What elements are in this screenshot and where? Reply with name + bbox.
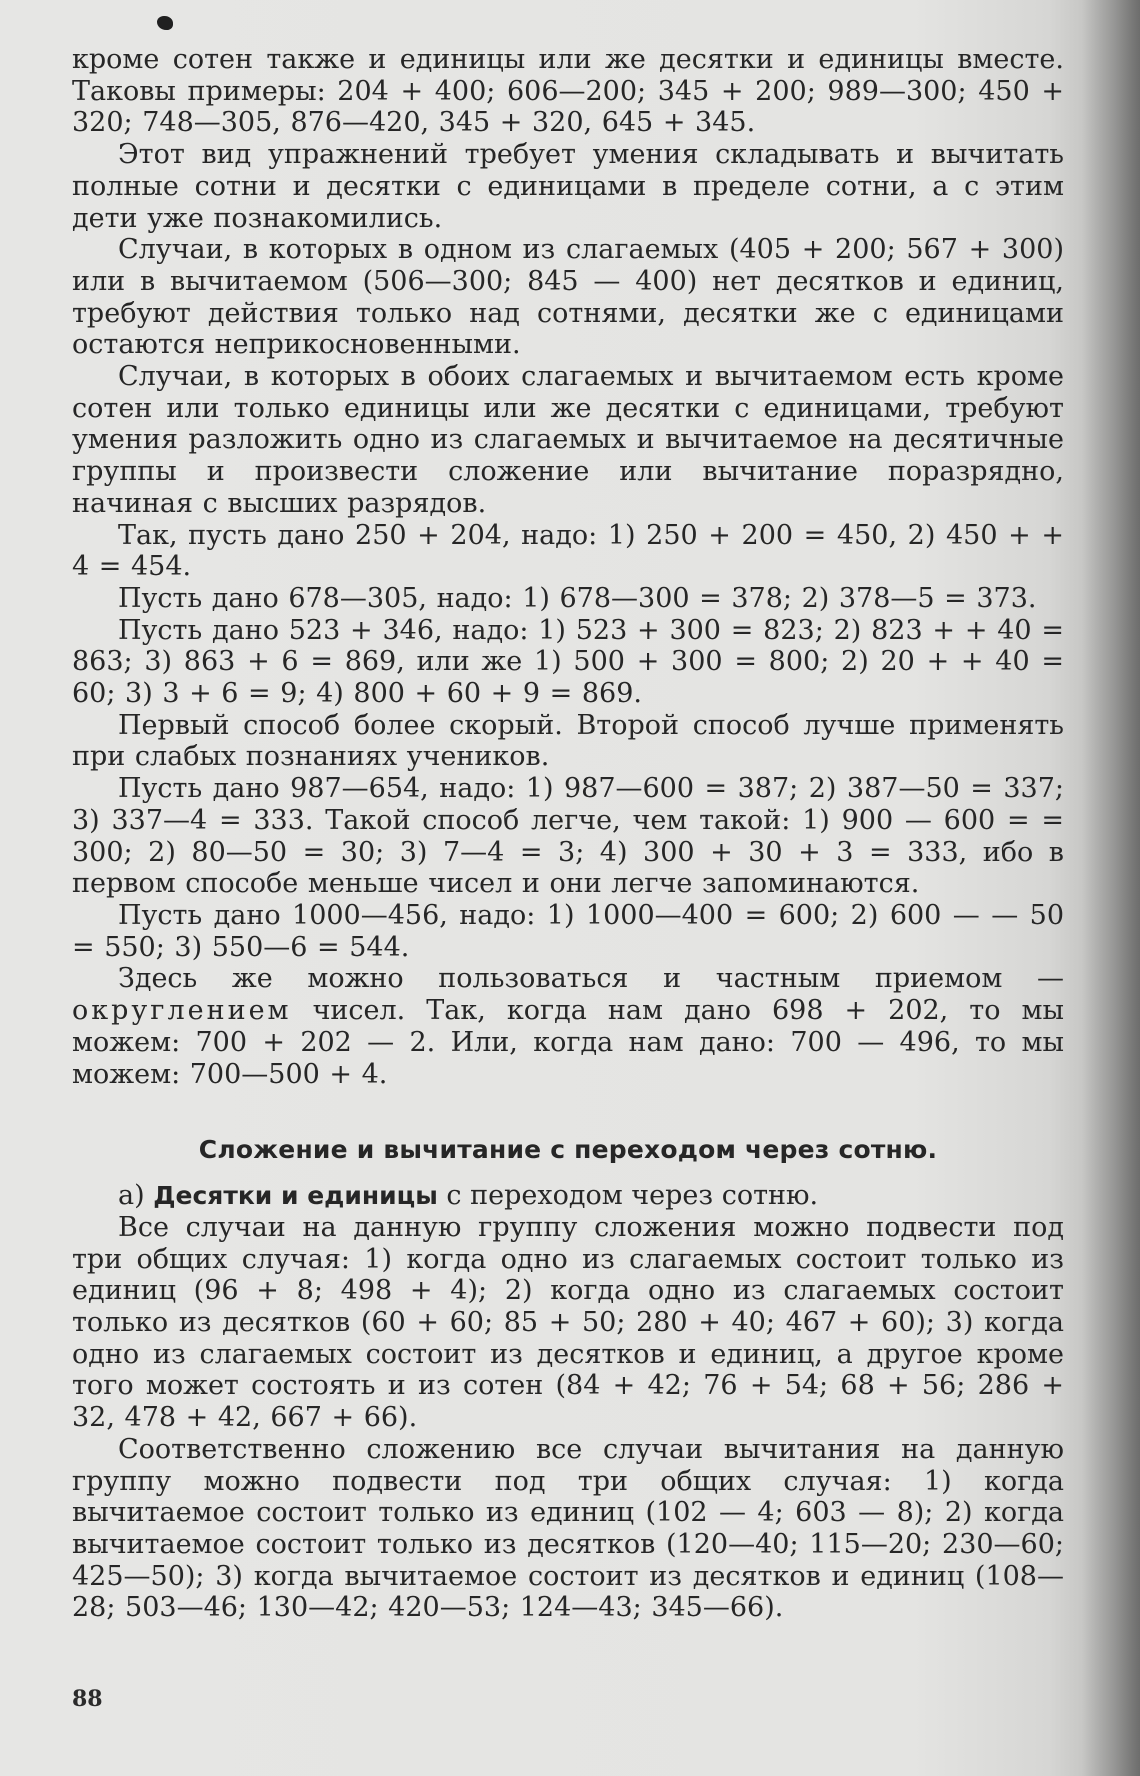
- paragraph-example-987: Пусть дано 987—654, надо: 1) 987—600 = 387; 2) 387—50 = 337; 3) 337—4 = 333. Такой способ легче, чем такой: 1) 900 — 600 = = 300; 2) 80—50 = 30; 3) 7—4 = 3; 4) 300 + 30 + 3 = 333, ибо в первом способе меньше чисел и они легче запоминаются.: [72, 773, 1064, 900]
- page-spine-shadow: [1082, 0, 1140, 1776]
- paragraph-rounding: [72, 963, 1064, 1090]
- subsection-rest: с переходом через сотню.: [446, 1180, 819, 1212]
- paragraph-example-1000: Пусть дано 1000—456, надо: 1) 1000—400 = 600; 2) 600 — — 50 = 550; 3) 550—6 = 544.: [72, 899, 1064, 963]
- paragraph-addition-cases: Все случаи на данную группу сложения можно подвести под три общих случая: 1) когда одно из слагаемых состоит только из единиц (96 + 8; 498 + 4); 2) когда одно из слагаемых состоит только из десятков (60 + 60; 85 + 50; 280 + 40; 467 + 60); 3) когда одно из слагаемых состоит из десятков и единиц, а другое кроме того может состоять и из сотен (84 + 42; 76 + 54; 68 + 56; 286 + 32, 478 + 42, 667 + 66).: [72, 1211, 1064, 1434]
- paragraph-method-comparison: Первый способ более скорый. Второй способ лучше применять при слабых познаниях учеников.: [72, 709, 1064, 773]
- ink-speck: [157, 16, 173, 30]
- paragraph-subtraction-cases: Соответственно сложению все случаи вычитания на данную группу можно подвести под три общих случая: 1) когда вычитаемое состоит только из единиц (102 — 4; 603 — 8); 2) когда вычитаемое состоит только из десятков (120—40; 115—20; 230—60; 425—50); 3) когда вычитаемое состоит из десятков и единиц (108—28; 503—46; 130—42; 420—53; 124—43; 345—66).: [72, 1433, 1064, 1624]
- page-number: 88: [72, 1686, 103, 1712]
- page-content: [72, 44, 1064, 1624]
- paragraph-hundreds-only: Случаи, в которых в одном из слагаемых (405 + 200; 567 + 300) или в вычитаемом (506—300; 845 — 400) нет десятков и единиц, требуют действия только над сотнями, десятки же с единицами остаются неприкосновенными.: [72, 234, 1064, 361]
- subsection-heading: [72, 1180, 1064, 1212]
- paragraph-example-subtraction: Пусть дано 678—305, надо: 1) 678—300 = 378; 2) 378—5 = 373.: [118, 582, 1037, 614]
- paragraph-example-addition: Так, пусть дано 250 + 204, надо: 1) 250 + 200 = 450, 2) 450 + + 4 = 454.: [72, 519, 1064, 583]
- paragraph-decomposition: Случаи, в которых в обоих слагаемых и вычитаемом есть кроме сотен или только единицы или же десятки с единицами, требуют умения разложить одно из слагаемых и вычитаемое на десятичные группы и произвести сложение или вычитание поразрядно, начиная с высших разрядов.: [72, 361, 1064, 519]
- paragraph-exercise-type: Этот вид упражнений требует умения складывать и вычитать полные сотни и десятки с единицами в пределе сотни, а с этим дети уже познакомились.: [72, 139, 1064, 234]
- rounding-text-before: Здесь же можно пользоваться и частным приемом —: [118, 963, 1064, 995]
- paragraph-continued: кроме сотен также и единицы или же десятки и единицы вместе. Таковы примеры: 204 + 400; 606—200; 345 + 200; 989—300; 450 + 320; 748—305, 876—420, 345 + 320, 645 + 345.: [72, 44, 1064, 139]
- paragraph-example-two-methods: Пусть дано 523 + 346, надо: 1) 523 + 300 = 823; 2) 823 + + 40 = 863; 3) 863 + 6 = 869, или же 1) 500 + 300 = 800; 2) 20 + + 40 = 60; 3) 3 + 6 = 9; 4) 800 + 60 + 9 = 869.: [72, 614, 1064, 710]
- section-heading: Сложение и вычитание с переходом через сотню.: [198, 1135, 938, 1165]
- subsection-label: а): [118, 1180, 145, 1212]
- subsection-title: Десятки и единицы: [153, 1181, 438, 1211]
- rounding-emphasis: округлением: [72, 995, 292, 1027]
- rounding-text-after: чисел. Так, когда нам дано 698 + 202, то мы можем: 700 + 202 — 2. Или, когда нам дано: 700 — 496, то мы можем: 700—500 + 4.: [72, 995, 1064, 1090]
